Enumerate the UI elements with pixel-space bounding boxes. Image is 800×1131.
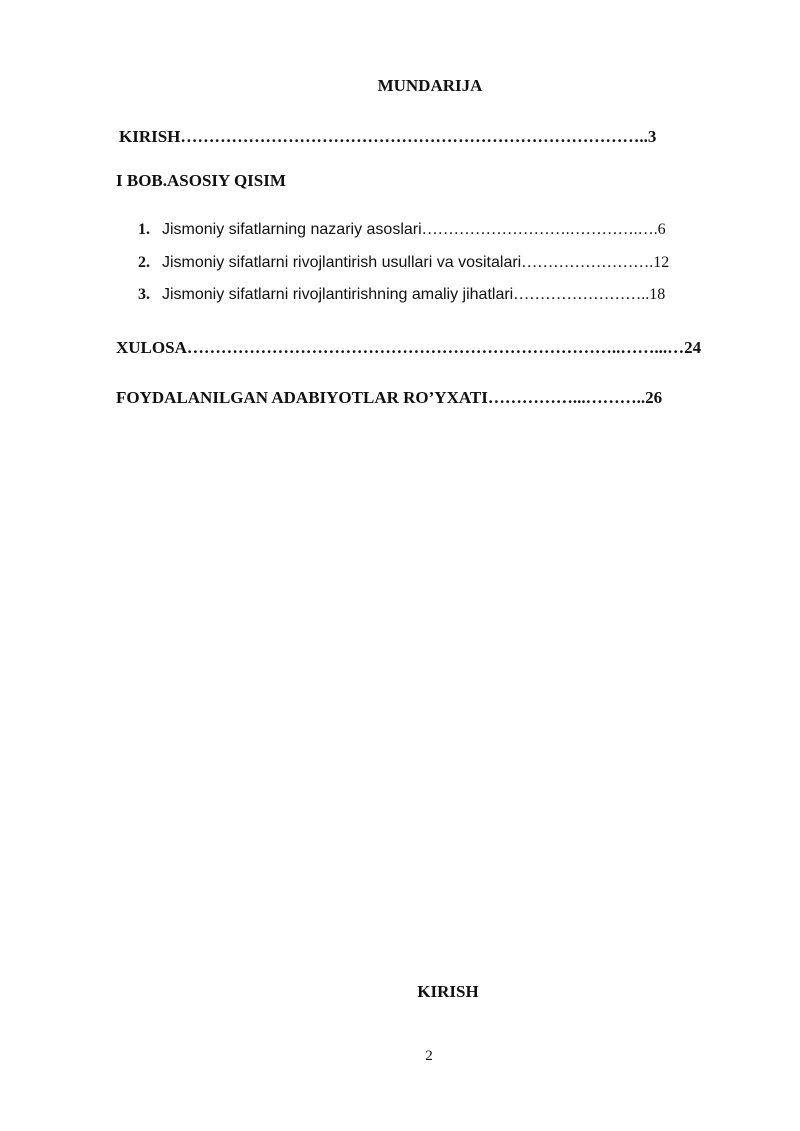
toc-entry-foydalanilgan[interactable] [116,388,662,408]
toc-entry-page: 24 [684,338,702,357]
toc-leader-dots: ……………………………………………………………………….. [180,127,648,146]
toc-leader-dots: ……………………….………….…. [421,221,658,238]
toc-sub-entry-2[interactable] [138,254,669,272]
toc-entry-kirish[interactable] [119,127,656,147]
toc-entry-page: 26 [645,388,663,407]
toc-leader-dots: ……………………. [521,254,654,271]
toc-sub-number: 3. [138,286,150,303]
toc-title: MUNDARIJA [377,76,483,95]
toc-leader-dots: ……………...……….. [487,388,646,407]
toc-sub-page: 12 [653,254,670,271]
toc-sub-label: Jismoniy sifatlarning nazariy asoslari [162,221,422,238]
toc-leader-dots: …………………………………………………………………..……...… [186,338,685,357]
toc-sub-page: 6 [657,221,666,238]
toc-sub-label: Jismoniy sifatlarni rivojlantirishning amaliy jihatlari [162,286,514,303]
toc-sub-number: 2. [138,254,150,271]
toc-sub-page: 18 [649,286,666,303]
toc-chapter-heading[interactable] [116,171,286,191]
toc-entry-label: XULOSA [116,338,187,357]
toc-sub-label: Jismoniy sifatlarni rivojlantirish usullari va vositalari [162,254,522,271]
toc-entry-page: 3 [647,127,657,146]
section-heading-kirish: KIRISH [417,982,479,1001]
toc-entry-xulosa[interactable] [116,338,701,358]
toc-entry-label: FOYDALANILGAN ADABIYOTLAR RO’YXATI [116,388,488,407]
toc-leader-dots: …………………….. [513,286,650,303]
toc-entry-label: KIRISH [119,127,181,146]
toc-sub-number: 1. [138,221,150,238]
toc-sub-entry-1[interactable] [138,221,666,239]
toc-sub-entry-3[interactable] [138,286,665,304]
page-number: 2 [425,1048,433,1064]
toc-chapter-label: I BOB.ASOSIY QISIM [116,171,286,190]
